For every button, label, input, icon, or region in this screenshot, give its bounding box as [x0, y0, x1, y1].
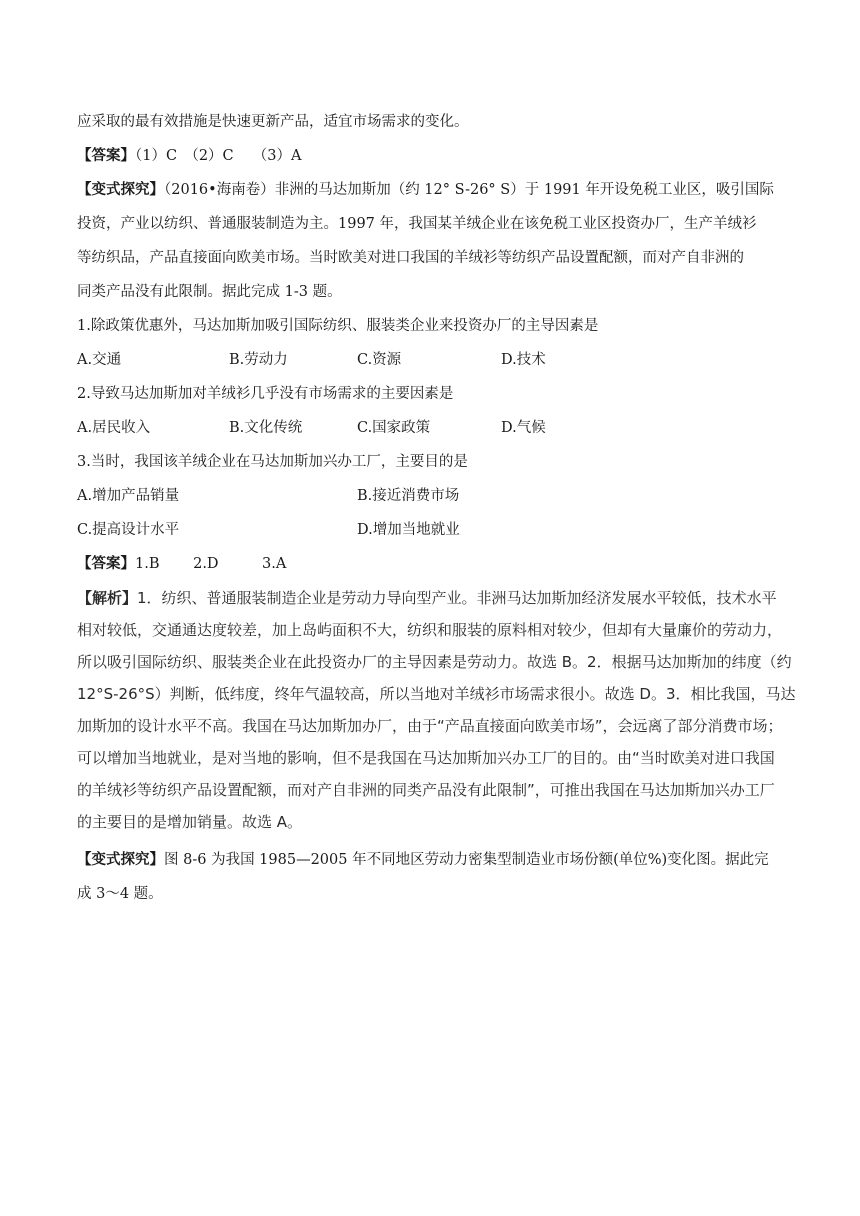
variant-label: 【变式探究】 [77, 851, 164, 868]
option: C.提高设计水平 [77, 522, 180, 538]
analysis-label: 【解析】 [77, 589, 138, 607]
variant-label: 【变式探究】 [77, 181, 164, 198]
variant-text: 图 8-6 为我国 1985—2005 年不同地区劳动力密集型制造业市场份额(单位%)变化图。据此完 [164, 852, 769, 868]
answer-line-1 [77, 146, 787, 166]
analysis-line: 可以增加当地就业，是对当地的影响，但不是我国在马达加斯加兴办工厂的目的。由“当时欧美对进口我国 [77, 749, 775, 767]
analysis-line: 加斯加的设计水平不高。我国在马达加斯加办厂，由于“产品直接面向欧美市场”，会远离了部分消费市场； [77, 717, 783, 735]
variant-paragraph-line [77, 180, 787, 200]
analysis-text: 1．纺织、普通服装制造企业是劳动力导向型产业。非洲马达加斯加经济发展水平较低，技术水平 [137, 589, 777, 607]
option: D.增加当地就业 [357, 522, 460, 538]
question-stem: 3.当时，我国该羊绒企业在马达加斯加兴办工厂，主要目的是 [77, 454, 468, 470]
variant-paragraph-line: 投资，产业以纺织、普通服装制造为主。1997 年，我国某羊绒企业在该免税工业区投资办厂，生产羊绒衫 [77, 216, 757, 232]
option: B.文化传统 [229, 420, 303, 436]
option: A.交通 [77, 352, 122, 368]
option: A.居民收入 [77, 420, 151, 436]
answer-label: 【答案】 [77, 555, 135, 572]
option: D.气候 [501, 420, 546, 436]
analysis-line: 的主要目的是增加销量。故选 A。 [77, 813, 303, 831]
option: C.资源 [357, 352, 402, 368]
option: B.接近消费市场 [357, 488, 460, 504]
option: C.国家政策 [357, 420, 431, 436]
variant-paragraph-line: 成 3～4 题。 [77, 886, 163, 902]
analysis-line: 12°S-26°S）判断，低纬度，终年气温较高，所以当地对羊绒衫市场需求很小。故选 D。3．相比我国，马达 [77, 685, 796, 703]
option: B.劳动力 [229, 352, 288, 368]
question-stem: 2.导致马达加斯加对羊绒衫几乎没有市场需求的主要因素是 [77, 386, 454, 402]
variant-text: （2016•海南卷）非洲的马达加斯加（约 12° S-26° S）于 1991 年开设免税工业区，吸引国际 [164, 182, 774, 198]
question-stem: 1.除政策优惠外，马达加斯加吸引国际纺织、服装类企业来投资办厂的主导因素是 [77, 318, 599, 334]
analysis-line: 的羊绒衫等纺织产品设置配额，而对产自非洲的同类产品没有此限制”，可推出我国在马达加斯加兴办工厂 [77, 781, 775, 799]
answer-line-2 [77, 554, 787, 574]
analysis-line: 所以吸引国际纺织、服装类企业在此投资办厂的主导因素是劳动力。故选 B。2．根据马达加斯加的纬度（约 [77, 653, 792, 671]
option: A.增加产品销量 [77, 488, 180, 504]
answer-text: （1）C （2）C （3）A [135, 148, 302, 164]
intro-line: 应采取的最有效措施是快速更新产品，适宜市场需求的变化。 [77, 114, 469, 130]
analysis-line: 相对较低，交通通达度较差，加上岛屿面积不大，纺织和服装的原料相对较少，但却有大量廉价的劳动力， [77, 621, 783, 639]
variant-paragraph-line: 同类产品没有此限制。据此完成 1-3 题。 [77, 284, 342, 300]
analysis-line [77, 588, 787, 608]
variant-paragraph-line: 等纺织品，产品直接面向欧美市场。当时欧美对进口我国的羊绒衫等纺织产品设置配额，而对产自非洲的 [77, 250, 744, 266]
option: D.技术 [501, 352, 546, 368]
answer-label: 【答案】 [77, 147, 135, 164]
variant-paragraph-line [77, 850, 787, 870]
answer-text: 1.B 2.D 3.A [135, 556, 287, 572]
